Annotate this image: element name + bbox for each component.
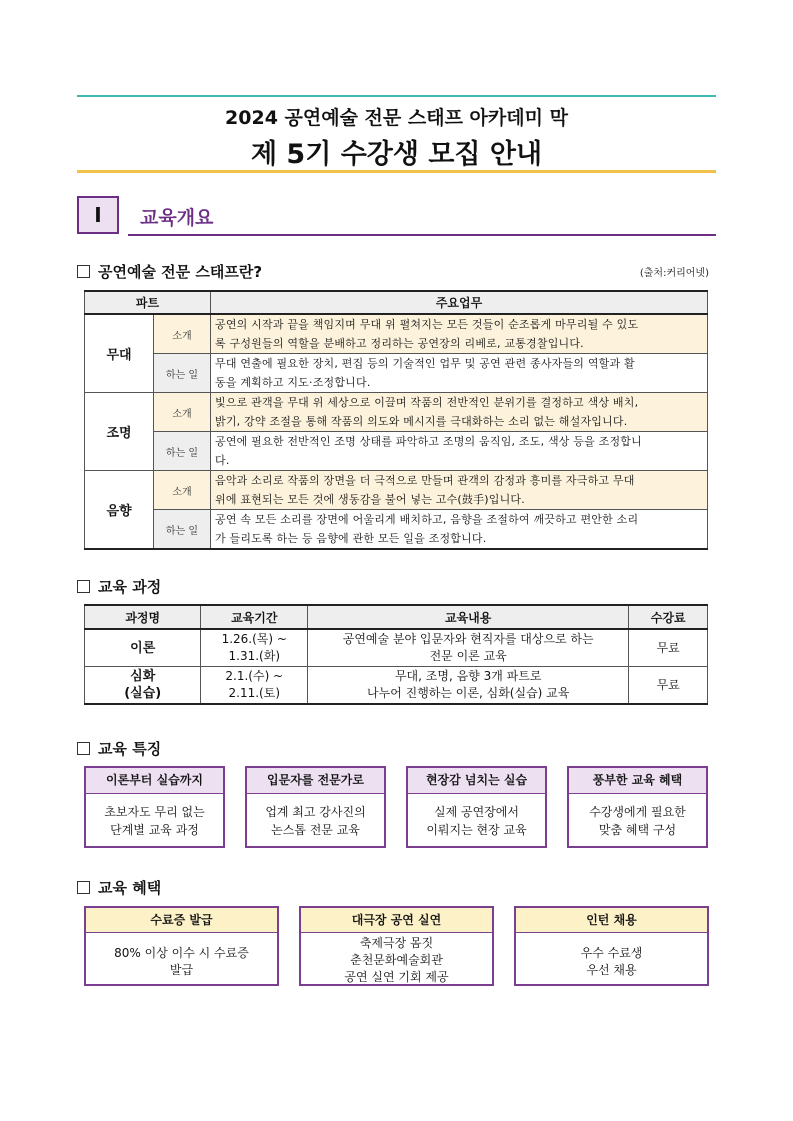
table-header-row xyxy=(85,291,708,314)
column-header: 수강료 xyxy=(629,605,708,629)
benefit-card-body: 축제극장 몸짓 춘천문화예술회관 공연 실연 기회 제공 xyxy=(344,936,449,984)
feature-card xyxy=(406,766,547,848)
table-row xyxy=(85,393,708,432)
column-header: 주요업무 xyxy=(211,291,708,314)
table-row xyxy=(85,629,708,667)
table-row xyxy=(85,432,708,471)
feature-card-body: 수강생에게 필요한 맞춤 혜택 구성 xyxy=(589,805,686,837)
feature-card xyxy=(567,766,708,848)
column-header: 교육내용 xyxy=(308,605,629,629)
role-description: 음악과 소리로 작품의 장면을 더 극적으로 만들며 관객의 감정과 흥미를 자극하고 무대 위에 표현되는 모든 것에 생동감을 불어 넣는 고수(鼓手)입니다. xyxy=(211,471,708,510)
table-header-row xyxy=(85,605,708,629)
role-description: 공연에 필요한 전반적인 조명 상태를 파악하고 조명의 움직임, 조도, 색상 등을 조정합니 다. xyxy=(211,432,708,471)
benefit-card-title: 인턴 채용 xyxy=(516,908,707,933)
benefit-card xyxy=(84,906,279,986)
benefit-card xyxy=(514,906,709,986)
role-description: 공연의 시작과 끝을 책임지며 무대 위 펼쳐지는 모든 것들이 순조롭게 마무리될 수 있도 록 구성원들의 역할을 분배하고 정리하는 공연장의 리베로, 교통경찰입니다. xyxy=(211,314,708,354)
checkbox-bullet-icon xyxy=(77,742,90,755)
course-heading xyxy=(77,576,161,597)
role-description: 빛으로 관객을 무대 위 세상으로 이끌며 작품의 전반적인 분위기를 결정하고 색상 배치, 밝기, 강약 조절을 통해 작품의 의도와 메시지를 극대화하는 소리 없는 해설자입니다. xyxy=(211,393,708,432)
feature-card-title: 현장감 넘치는 실습 xyxy=(408,768,545,794)
source-note: (출처:커리어넷) xyxy=(639,268,709,279)
course-content: 공연예술 분야 입문자와 현직자를 대상으로 하는 전문 이론 교육 xyxy=(308,629,629,667)
feature-card-title: 풍부한 교육 혜택 xyxy=(569,768,706,794)
benefit-card xyxy=(299,906,494,986)
feature-card-body: 업계 최고 강사진의 논스톱 전문 교육 xyxy=(265,805,366,837)
table-row xyxy=(85,354,708,393)
row-label: 하는 일 xyxy=(154,354,211,393)
row-label: 소개 xyxy=(154,471,211,510)
feature-card xyxy=(245,766,386,848)
feature-card-body: 실제 공연장에서 이뤄지는 현장 교육 xyxy=(426,805,527,837)
row-label: 소개 xyxy=(154,393,211,432)
row-label: 하는 일 xyxy=(154,510,211,550)
benefit-card-body: 우수 수료생 우선 채용 xyxy=(580,946,643,977)
course-heading-text: 교육 과정 xyxy=(98,578,162,596)
checkbox-bullet-icon xyxy=(77,881,90,894)
part-name: 무대 xyxy=(85,314,154,393)
course-period: 2.1.(수) ~ 2.11.(토) xyxy=(201,667,308,705)
checkbox-bullet-icon xyxy=(77,265,90,278)
section-rule xyxy=(128,234,716,236)
benefit-card-body: 80% 이상 이수 시 수료증 발급 xyxy=(114,946,249,977)
part-name: 음향 xyxy=(85,471,154,550)
course-name: 이론 xyxy=(85,629,201,667)
table-row xyxy=(85,667,708,705)
table-row xyxy=(85,314,708,354)
feature-card-title: 입문자를 전문가로 xyxy=(247,768,384,794)
benefits-heading xyxy=(77,877,161,898)
course-content: 무대, 조명, 음향 3개 파트로 나누어 진행하는 이론, 심화(실습) 교육 xyxy=(308,667,629,705)
intro-heading xyxy=(77,261,262,282)
table-row xyxy=(85,510,708,550)
benefit-card-title: 수료증 발급 xyxy=(86,908,277,933)
course-name: 심화 (실습) xyxy=(85,667,201,705)
header-top-rule xyxy=(77,95,716,97)
page-subtitle: 2024 공연예술 전문 스태프 아카데미 막 xyxy=(225,107,568,129)
role-description: 무대 연출에 필요한 장치, 편집 등의 기술적인 업무 및 공연 관련 종사자들의 역할과 활 동을 계획하고 지도·조정합니다. xyxy=(211,354,708,393)
features-heading xyxy=(77,738,161,759)
role-description: 공연 속 모든 소리를 장면에 어울리게 배치하고, 음향을 조절하여 깨끗하고 편안한 소리 가 들리도록 하는 등 음향에 관한 모든 일을 조정합니다. xyxy=(211,510,708,550)
benefits-heading-text: 교육 혜택 xyxy=(98,879,162,897)
intro-heading-text: 공연예술 전문 스태프란? xyxy=(98,263,263,281)
features-heading-text: 교육 특징 xyxy=(98,740,162,758)
course-fee: 무료 xyxy=(629,629,708,667)
header-bottom-rule xyxy=(77,170,716,173)
section-title: 교육개요 xyxy=(140,207,214,229)
column-header: 교육기간 xyxy=(201,605,308,629)
roles-table xyxy=(84,290,708,550)
feature-card-body: 초보자도 무리 없는 단계별 교육 과정 xyxy=(104,805,205,837)
row-label: 하는 일 xyxy=(154,432,211,471)
section-number: I xyxy=(77,196,119,234)
feature-card xyxy=(84,766,225,848)
table-row xyxy=(85,471,708,510)
column-header: 파트 xyxy=(85,291,211,314)
feature-card-title: 이론부터 실습까지 xyxy=(86,768,223,794)
page-title: 제 5기 수강생 모집 안내 xyxy=(250,139,543,170)
part-name: 조명 xyxy=(85,393,154,471)
course-table xyxy=(84,604,708,705)
course-fee: 무료 xyxy=(629,667,708,705)
course-period: 1.26.(목) ~ 1.31.(화) xyxy=(201,629,308,667)
checkbox-bullet-icon xyxy=(77,580,90,593)
row-label: 소개 xyxy=(154,314,211,354)
column-header: 과정명 xyxy=(85,605,201,629)
benefit-card-title: 대극장 공연 실연 xyxy=(301,908,492,933)
